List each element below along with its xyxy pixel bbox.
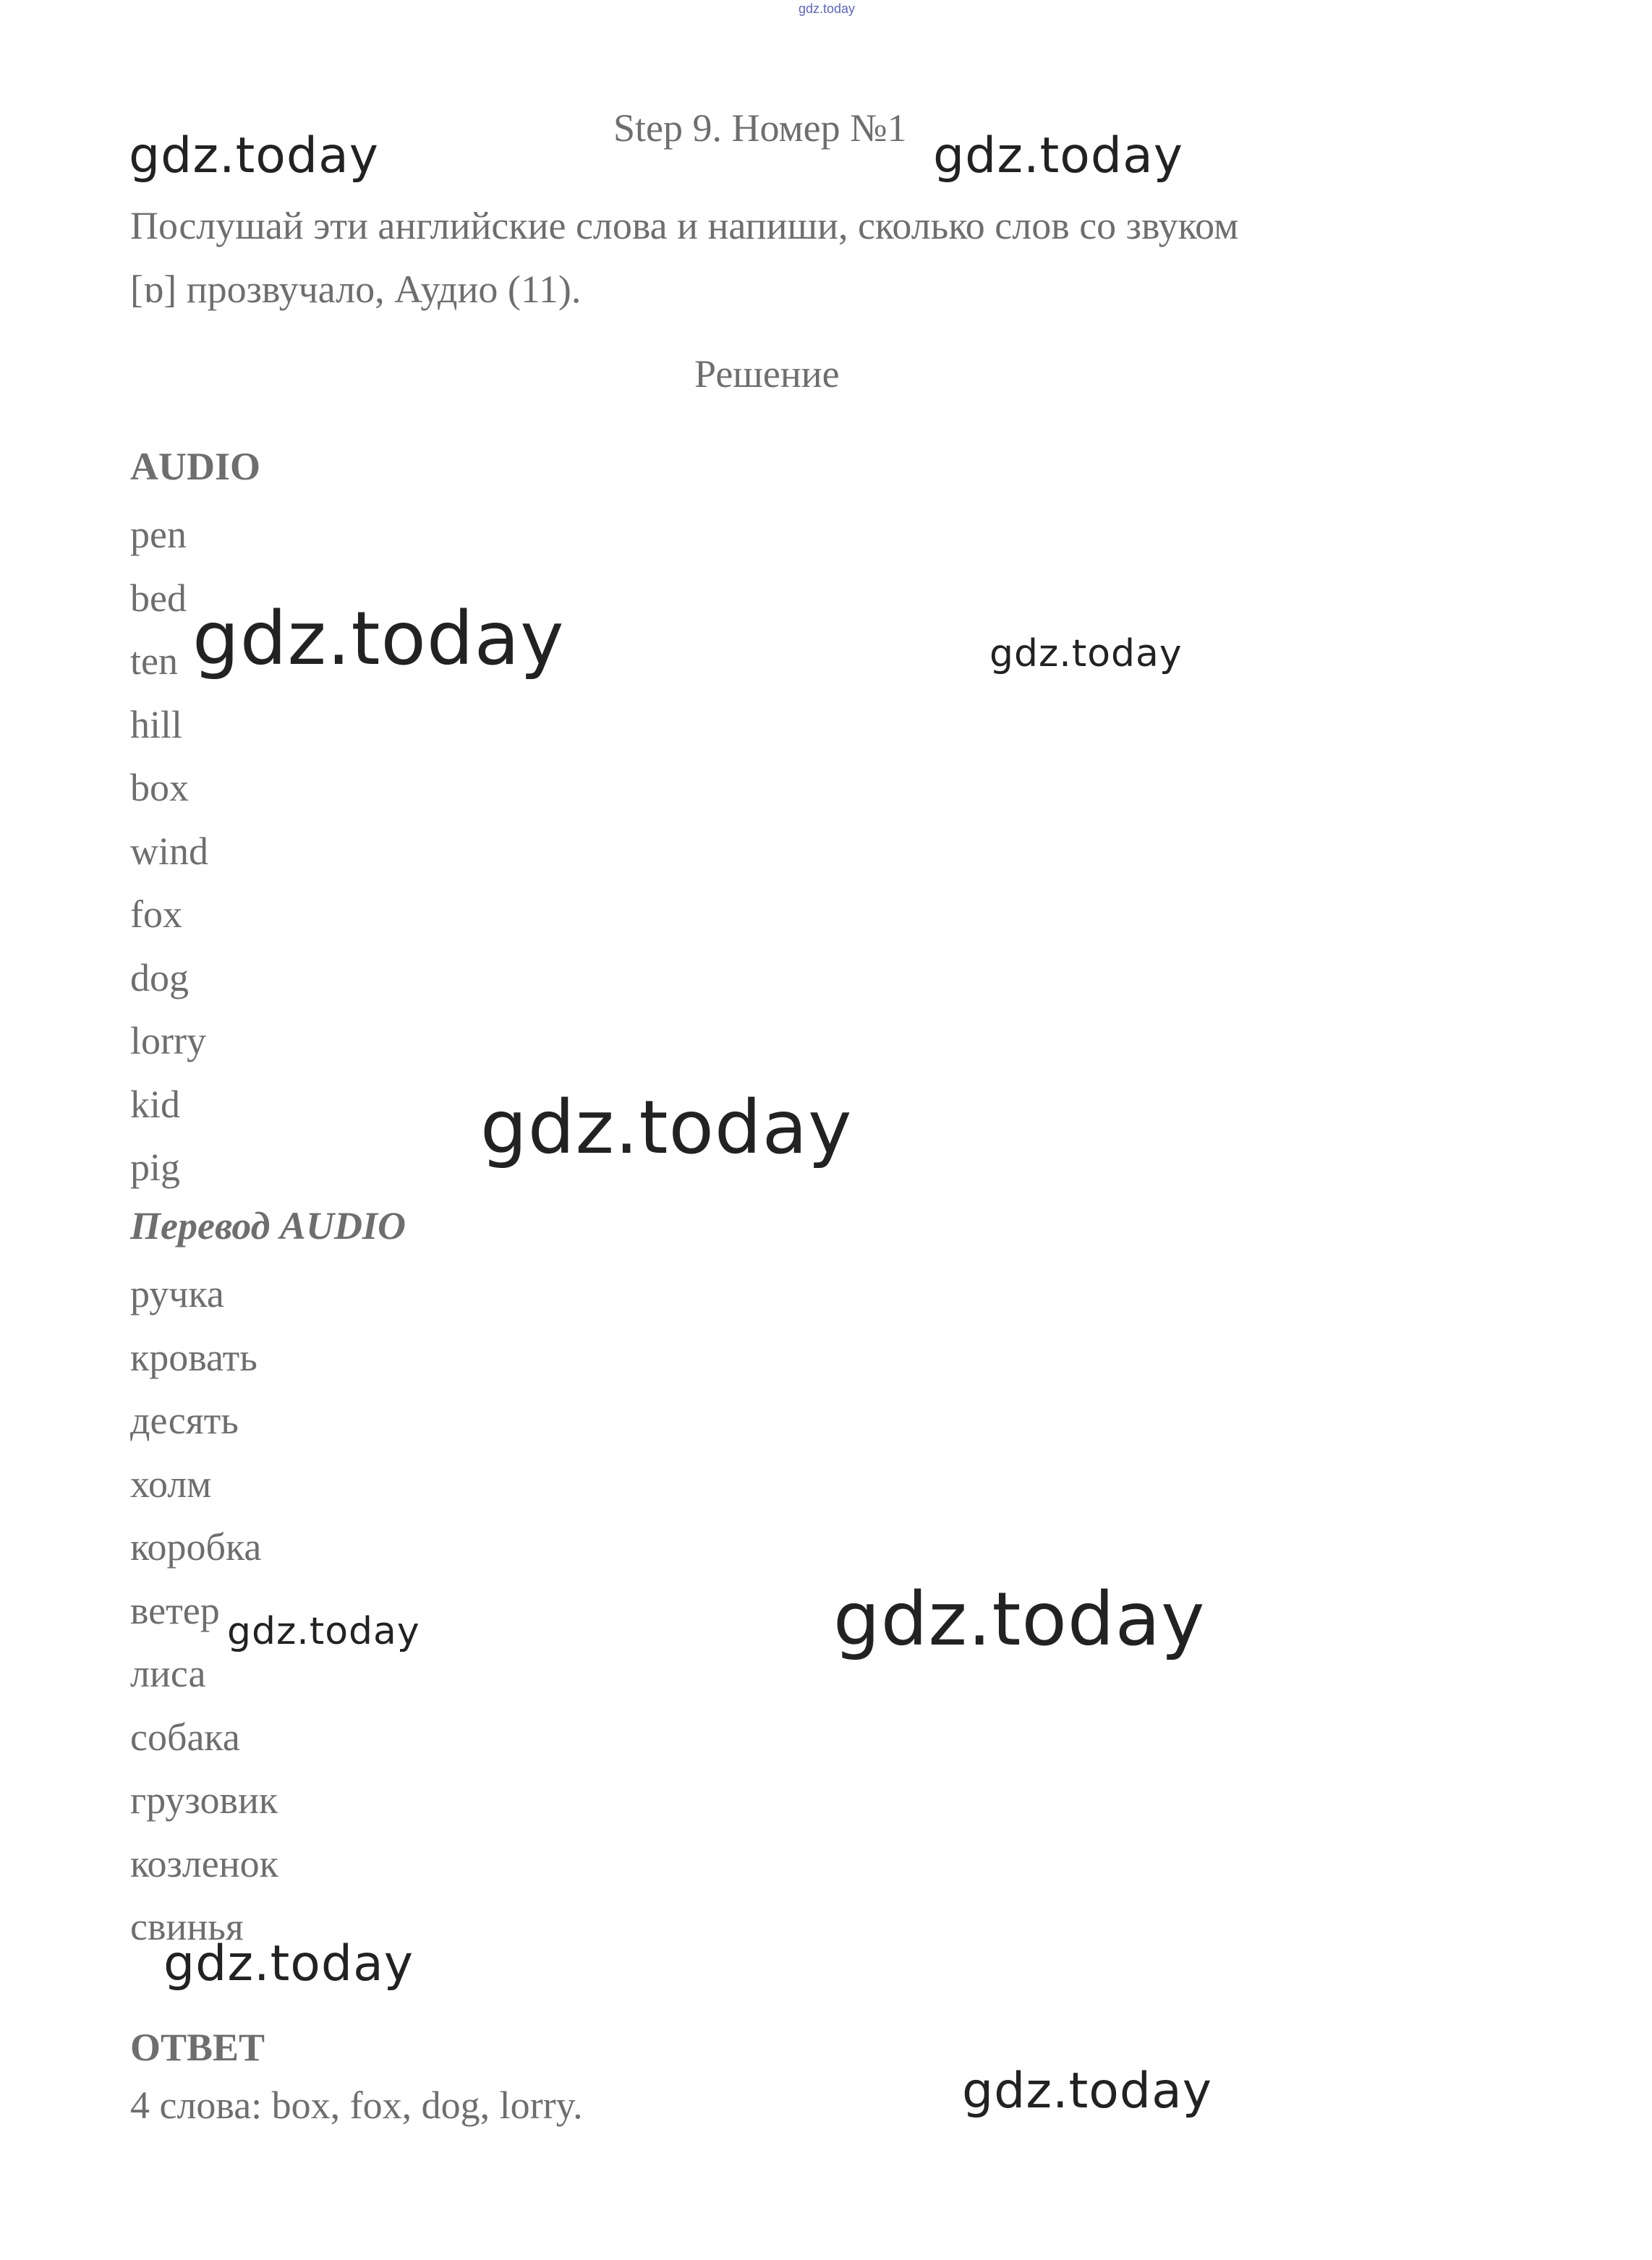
audio-heading: AUDIO (130, 445, 261, 488)
list-item: bed (130, 576, 187, 620)
watermark: gdz.today (962, 2063, 1212, 2120)
list-item: box (130, 766, 189, 809)
list-item: десять (130, 1399, 239, 1442)
list-item: ветер (130, 1588, 220, 1632)
list-item: fox (130, 892, 182, 936)
header-watermark: gdz.today (799, 1, 856, 16)
list-item: лиса (130, 1652, 206, 1695)
list-item: ручка (130, 1272, 224, 1316)
list-item: dog (130, 955, 189, 999)
watermark: gdz.today (989, 632, 1183, 675)
watermark: gdz.today (129, 127, 379, 184)
list-item: коробка (130, 1525, 262, 1569)
list-item: wind (130, 829, 208, 873)
task-text: Послушай эти английские слова и напиши, сколько слов со звуком [ɒ] прозвучало, Аудио (11). (130, 204, 1239, 311)
watermark: gdz.today (833, 1577, 1206, 1663)
watermark: gdz.today (933, 127, 1183, 184)
list-item: собака (130, 1715, 240, 1759)
answer-text: 4 слова: box, fox, dog, lorry. (130, 2084, 583, 2127)
list-item: lorry (130, 1019, 206, 1062)
watermark: gdz.today (480, 1085, 853, 1171)
translation-heading: Перевод AUDIO (130, 1204, 406, 1248)
list-item: hill (130, 702, 183, 746)
list-item: холм (130, 1462, 212, 1506)
solution-heading: Решение (694, 352, 840, 396)
list-item: грузовик (130, 1778, 278, 1822)
list-item: kid (130, 1082, 181, 1126)
list-item: ten (130, 639, 178, 683)
list-item: свинья (130, 1905, 244, 1948)
list-item: кровать (130, 1335, 257, 1379)
watermark: gdz.today (227, 1610, 420, 1653)
watermark: gdz.today (192, 596, 565, 682)
list-item: pen (130, 513, 187, 556)
watermark: gdz.today (163, 1935, 414, 1992)
list-item: козленок (130, 1841, 278, 1885)
page-title: Step 9. Номер №1 (613, 106, 907, 150)
list-item: pig (130, 1146, 181, 1189)
answer-heading: ОТВЕТ (130, 2026, 265, 2069)
